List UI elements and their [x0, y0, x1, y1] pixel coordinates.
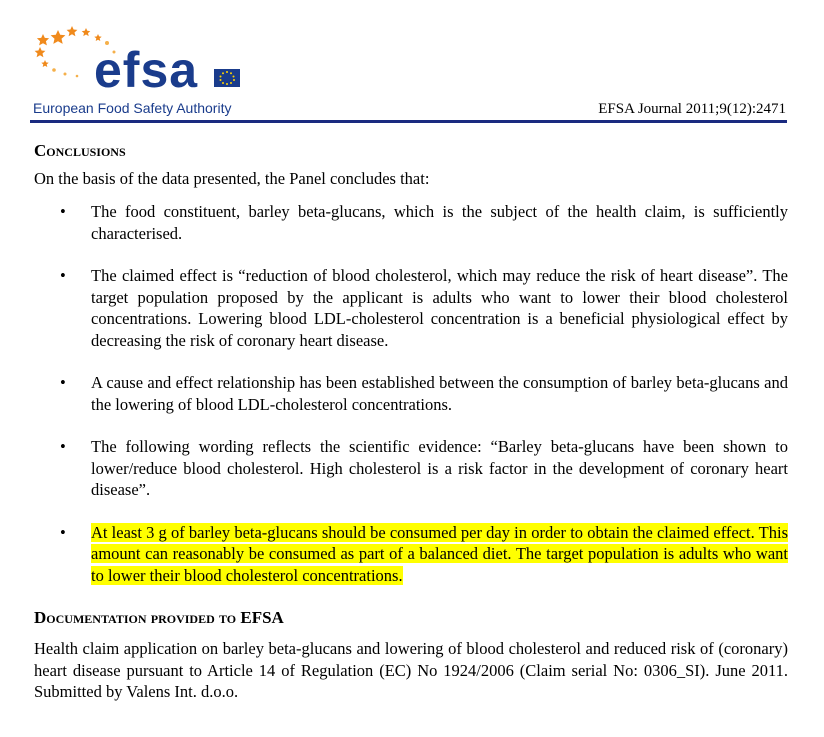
conclusion-text: A cause and effect relationship has been established between the consumption of barley beta-glucans and the lowering of blood LDL-cholesterol concentrations.: [91, 373, 788, 414]
highlighted-conclusion-text: At least 3 g of barley beta-glucans should be consumed per day in order to obtain the claimed effect. This amount can reasonably be consumed as part of a balanced diet. The target population is adults who want to lower their blood cholesterol concentrations.: [91, 522, 788, 585]
documentation-text: Health claim application on barley beta-glucans and lowering of blood cholesterol and reduced risk of (coronary) heart disease pursuant to Article 14 of Regulation (EC) No 1924/2006 (Claim serial No: 0306_SI). June 2011. Submitted by Valens Int. d.o.o.: [34, 639, 788, 701]
header-divider: [30, 120, 787, 123]
conclusion-text: The following wording reflects the scientific evidence: “Barley beta-glucans have been shown to lower/reduce blood cholesterol. High cholesterol is a risk factor in the development of coronary heart disease”.: [91, 437, 788, 499]
bullet-icon: •: [60, 202, 66, 221]
bullet-icon: •: [60, 437, 66, 456]
efsa-logo: [28, 12, 248, 97]
conclusion-text: The food constituent, barley beta-glucans, which is the subject of the health claim, is sufficiently characterised.: [91, 202, 788, 243]
conclusion-item-highlighted: [34, 522, 788, 587]
conclusions-heading: Conclusions: [34, 141, 126, 160]
page-header: [0, 0, 824, 125]
bullet-icon: •: [60, 522, 66, 542]
documentation-heading: Documentation provided to EFSA: [34, 608, 284, 627]
authority-name: European Food Safety Authority: [33, 100, 232, 116]
document-body: [34, 140, 788, 703]
conclusions-intro: On the basis of the data presented, the Panel concludes that:: [34, 169, 430, 188]
conclusions-list: [34, 201, 788, 586]
bullet-icon: •: [60, 373, 66, 392]
logo-wordmark: efsa: [94, 42, 199, 97]
conclusion-item: [34, 265, 788, 351]
conclusion-text: The claimed effect is “reduction of blood cholesterol, which may reduce the risk of heart disease”. The target population proposed by the applicant is adults who want to lower their blood cholesterol concentrations. Lowering blood LDL-cholesterol concentration is a beneficial physiological effect by decreasing the risk of coronary heart disease.: [91, 266, 788, 350]
eu-flag-icon: [214, 69, 240, 87]
conclusion-item: [34, 436, 788, 501]
journal-reference: EFSA Journal 2011;9(12):2471: [598, 101, 786, 117]
conclusion-item: [34, 201, 788, 244]
conclusion-item: [34, 372, 788, 415]
bullet-icon: •: [60, 266, 66, 285]
